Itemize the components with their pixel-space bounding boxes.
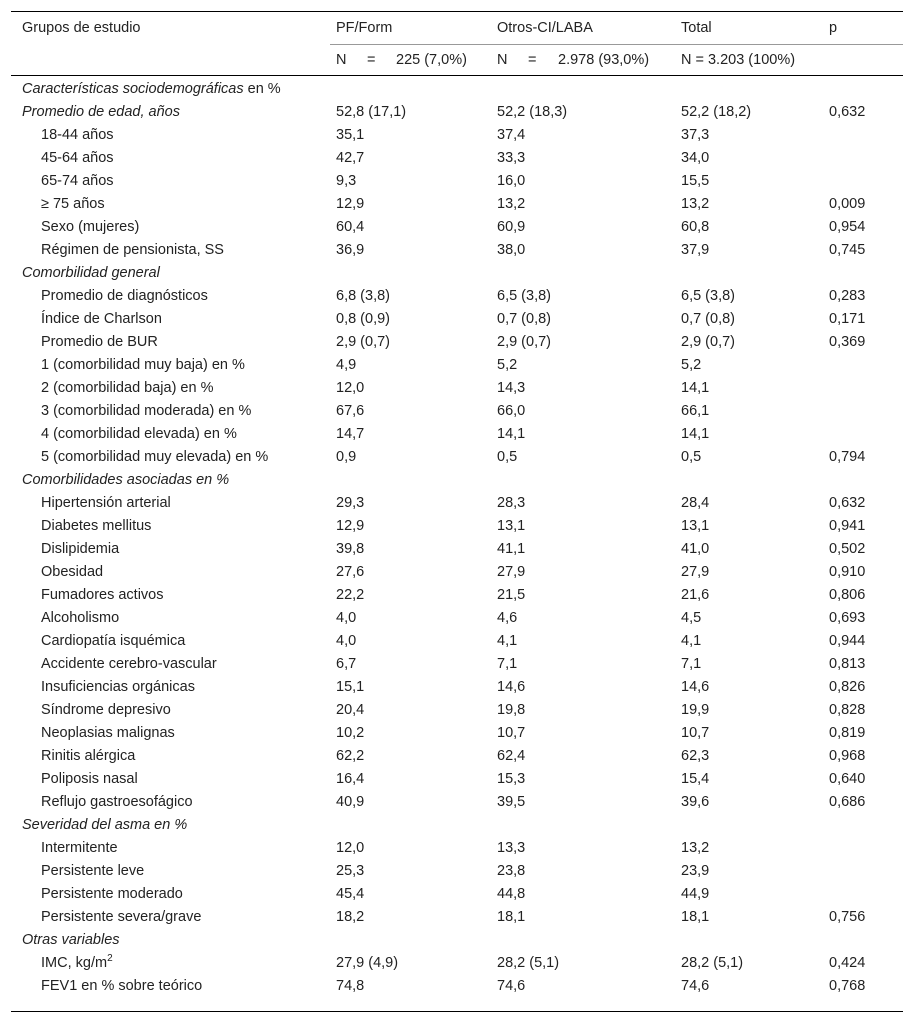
row-label: Comorbilidad general: [22, 265, 160, 281]
row-label: IMC, $kg/m^2$: [41, 953, 113, 971]
otros-value: 18,1: [497, 909, 526, 925]
total-value: 39,6: [681, 794, 710, 810]
total-value: 37,3: [681, 127, 710, 143]
table-row: [0, 400, 914, 423]
otros-value: 14,1: [497, 426, 526, 442]
table-row: [0, 170, 914, 193]
table-row: [0, 331, 914, 354]
table-row: [0, 653, 914, 676]
pf-form-value: 15,1: [336, 679, 365, 695]
p-value: 0,283: [829, 288, 866, 304]
total-value: 41,0: [681, 541, 710, 557]
table-row: [0, 147, 914, 170]
otros-value: 0,5: [497, 449, 518, 465]
otros-value: 52,2 (18,3): [497, 104, 568, 120]
pf-form-value: 9,3: [336, 173, 357, 189]
otros-value: 19,8: [497, 702, 526, 718]
table-row: [0, 952, 914, 975]
row-label: Fumadores activos: [41, 587, 164, 603]
p-value: 0,819: [829, 725, 866, 741]
section-row: [0, 101, 914, 124]
table-row: [0, 515, 914, 538]
pf-form-value: 12,9: [336, 196, 365, 212]
row-label: Reflujo gastroesofágico: [41, 794, 193, 810]
p-value: 0,632: [829, 495, 866, 511]
total-value: 2,9 (0,7): [681, 334, 735, 350]
row-label: Sexo (mujeres): [41, 219, 140, 235]
row-label: Promedio de diagnósticos: [41, 288, 208, 304]
p-value: 0,944: [829, 633, 866, 649]
table-row: [0, 285, 914, 308]
otros-value: 14,6: [497, 679, 526, 695]
p-value: 0,756: [829, 909, 866, 925]
row-label: Hipertensión arterial: [41, 495, 171, 511]
total-value: 14,6: [681, 679, 710, 695]
total-value: 13,2: [681, 196, 710, 212]
row-label: Promedio de edad, años: [22, 104, 180, 120]
table-row: [0, 630, 914, 653]
otros-value: 7,1: [497, 656, 518, 672]
header-otros-ci-laba: Otros-CI/LABA: [497, 20, 593, 36]
table-row: [0, 722, 914, 745]
row-label: Accidente cerebro-vascular: [41, 656, 217, 672]
p-value: 0,794: [829, 449, 866, 465]
row-label: FEV1 en % sobre teórico: [41, 978, 203, 994]
row-label: Alcoholismo: [41, 610, 120, 626]
row-label: Diabetes mellitus: [41, 518, 152, 534]
p-value: 0,502: [829, 541, 866, 557]
row-label: Régimen de pensionista, SS: [41, 242, 224, 258]
pf-form-value: 52,8 (17,1): [336, 104, 407, 120]
row-label: Insuficiencias orgánicas: [41, 679, 195, 695]
section-row: [0, 814, 914, 837]
pf-form-value: 6,8 (3,8): [336, 288, 390, 304]
p-value: 0,806: [829, 587, 866, 603]
pf-form-value: 60,4: [336, 219, 365, 235]
pf-form-value: 6,7: [336, 656, 357, 672]
table-row: [0, 538, 914, 561]
otros-value: 0,7 (0,8): [497, 311, 551, 327]
p-value: 0,954: [829, 219, 866, 235]
p-value: 0,813: [829, 656, 866, 672]
otros-value: 28,2 (5,1): [497, 955, 560, 971]
otros-value: 66,0: [497, 403, 526, 419]
pf-form-value: 74,8: [336, 978, 365, 994]
total-value: 6,5 (3,8): [681, 288, 735, 304]
p-value: 0,632: [829, 104, 866, 120]
total-value: 4,1: [681, 633, 702, 649]
table-row: [0, 883, 914, 906]
table-top-rule: [11, 11, 903, 12]
table-row: [0, 676, 914, 699]
pf-form-value: 18,2: [336, 909, 365, 925]
otros-value: 13,3: [497, 840, 526, 856]
total-value: 60,8: [681, 219, 710, 235]
p-value: 0,171: [829, 311, 866, 327]
p-value: 0,424: [829, 955, 866, 971]
row-label: Rinitis alérgica: [41, 748, 136, 764]
table-row: [0, 791, 914, 814]
total-value: 28,4: [681, 495, 710, 511]
total-value: 13,2: [681, 840, 710, 856]
pf-form-value: 12,9: [336, 518, 365, 534]
pf-form-value: 67,6: [336, 403, 365, 419]
pf-form-value: 20,4: [336, 702, 365, 718]
table-row: [0, 423, 914, 446]
row-label: Comorbilidades asociadas en %: [22, 472, 230, 488]
total-value: 18,1: [681, 909, 710, 925]
otros-value: 13,1: [497, 518, 526, 534]
total-value: 4,5: [681, 610, 702, 626]
total-value: 52,2 (18,2): [681, 104, 752, 120]
table-row: [0, 216, 914, 239]
table-row: [0, 975, 914, 998]
total-value: 21,6: [681, 587, 710, 603]
row-label: Dislipidemia: [41, 541, 120, 557]
row-label: Severidad del asma en %: [22, 817, 188, 833]
otros-value: 23,8: [497, 863, 526, 879]
total-value: 66,1: [681, 403, 710, 419]
row-label: 4 (comorbilidad elevada) en %: [41, 426, 237, 442]
table-row: [0, 239, 914, 262]
table-row: [0, 354, 914, 377]
otros-value: 44,8: [497, 886, 526, 902]
total-value: 0,7 (0,8): [681, 311, 735, 327]
pf-form-value: 16,4: [336, 771, 365, 787]
row-label: ≥ 75 años: [41, 196, 105, 212]
total-value: 10,7: [681, 725, 710, 741]
total-value: 27,9: [681, 564, 710, 580]
row-label: Obesidad: [41, 564, 104, 580]
otros-value: 16,0: [497, 173, 526, 189]
p-value: 0,009: [829, 196, 866, 212]
p-value: 0,968: [829, 748, 866, 764]
otros-value: 21,5: [497, 587, 526, 603]
total-value: 37,9: [681, 242, 710, 258]
table-row: [0, 699, 914, 722]
pf-form-value: 35,1: [336, 127, 365, 143]
p-value: 0,745: [829, 242, 866, 258]
otros-value: 28,3: [497, 495, 526, 511]
table-row: [0, 561, 914, 584]
table-row: [0, 584, 914, 607]
table-row: [0, 837, 914, 860]
p-value: 0,768: [829, 978, 866, 994]
row-label: Síndrome depresivo: [41, 702, 171, 718]
pf-form-value: 39,8: [336, 541, 365, 557]
row-label: Persistente moderado: [41, 886, 183, 902]
pf-form-value: 45,4: [336, 886, 365, 902]
n2-value: 2.978 (93,0%): [558, 52, 650, 68]
total-value: 62,3: [681, 748, 710, 764]
n2-label: N: [497, 52, 508, 68]
p-value: 0,686: [829, 794, 866, 810]
table-row: [0, 768, 914, 791]
table-row: [0, 906, 914, 929]
section-row: [0, 262, 914, 285]
section-label: Características sociodemográficas en %: [22, 81, 281, 97]
row-label: 1 (comorbilidad muy baja) en %: [41, 357, 245, 373]
pf-form-value: 0,8 (0,9): [336, 311, 390, 327]
table-row: [0, 308, 914, 331]
table-row: [0, 377, 914, 400]
total-value: 23,9: [681, 863, 710, 879]
otros-value: 37,4: [497, 127, 526, 143]
row-label: Persistente severa/grave: [41, 909, 202, 925]
otros-value: 4,1: [497, 633, 518, 649]
row-label: Intermitente: [41, 840, 118, 856]
pf-form-value: 27,9 (4,9): [336, 955, 399, 971]
row-label: Índice de Charlson: [41, 311, 162, 327]
p-value: 0,369: [829, 334, 866, 350]
n1-eq: =: [367, 52, 376, 68]
row-label: 45-64 años: [41, 150, 114, 166]
otros-value: 39,5: [497, 794, 526, 810]
total-value: 7,1: [681, 656, 702, 672]
pf-form-value: 29,3: [336, 495, 365, 511]
pf-form-value: 4,0: [336, 633, 357, 649]
pf-form-value: 12,0: [336, 380, 365, 396]
table-row: [0, 492, 914, 515]
total-value: 74,6: [681, 978, 710, 994]
p-value: 0,693: [829, 610, 866, 626]
row-label: Persistente leve: [41, 863, 145, 879]
pf-form-value: 22,2: [336, 587, 365, 603]
header-total: Total: [681, 20, 712, 36]
row-label: 18-44 años: [41, 127, 114, 143]
pf-form-value: 42,7: [336, 150, 365, 166]
row-label: 2 (comorbilidad baja) en %: [41, 380, 214, 396]
pf-form-value: 25,3: [336, 863, 365, 879]
header-p: p: [829, 20, 838, 36]
pf-form-value: 2,9 (0,7): [336, 334, 390, 350]
row-label: Neoplasias malignas: [41, 725, 175, 741]
otros-value: 38,0: [497, 242, 526, 258]
pf-form-value: 10,2: [336, 725, 365, 741]
total-value: 15,4: [681, 771, 710, 787]
otros-value: 62,4: [497, 748, 526, 764]
n1-value: 225 (7,0%): [396, 52, 467, 68]
pf-form-value: 62,2: [336, 748, 365, 764]
otros-value: 27,9: [497, 564, 526, 580]
n3-value: N = 3.203 (100%): [681, 52, 796, 68]
otros-value: 2,9 (0,7): [497, 334, 551, 350]
header-sub-rule: [330, 44, 903, 45]
pf-form-value: 4,9: [336, 357, 357, 373]
otros-value: 10,7: [497, 725, 526, 741]
total-value: 15,5: [681, 173, 710, 189]
table-row: [0, 607, 914, 630]
pf-form-value: 14,7: [336, 426, 365, 442]
total-value: 44,9: [681, 886, 710, 902]
row-label: Poliposis nasal: [41, 771, 138, 787]
pf-form-value: 4,0: [336, 610, 357, 626]
pf-form-value: 12,0: [336, 840, 365, 856]
total-value: 5,2: [681, 357, 702, 373]
row-label: Otras variables: [22, 932, 120, 948]
row-label: Cardiopatía isquémica: [41, 633, 186, 649]
header-study-groups: Grupos de estudio: [22, 20, 141, 36]
pf-form-value: 27,6: [336, 564, 365, 580]
total-value: 34,0: [681, 150, 710, 166]
p-value: 0,640: [829, 771, 866, 787]
otros-value: 74,6: [497, 978, 526, 994]
otros-value: 6,5 (3,8): [497, 288, 551, 304]
total-value: 14,1: [681, 426, 710, 442]
row-label: 65-74 años: [41, 173, 114, 189]
otros-value: 60,9: [497, 219, 526, 235]
table-row: [0, 446, 914, 469]
table-bottom-rule: [11, 1011, 903, 1012]
otros-value: 14,3: [497, 380, 526, 396]
pf-form-value: 36,9: [336, 242, 365, 258]
otros-value: 4,6: [497, 610, 518, 626]
table-row: [0, 124, 914, 147]
total-value: 14,1: [681, 380, 710, 396]
pf-form-value: 40,9: [336, 794, 365, 810]
table-row: [0, 745, 914, 768]
otros-value: 15,3: [497, 771, 526, 787]
pf-form-value: 0,9: [336, 449, 357, 465]
section-row: [0, 929, 914, 952]
section-sociodemographic: [0, 78, 914, 101]
header-bottom-rule: [11, 75, 903, 76]
row-label: Promedio de BUR: [41, 334, 158, 350]
total-value: 13,1: [681, 518, 710, 534]
otros-value: 13,2: [497, 196, 526, 212]
total-value: 28,2 (5,1): [681, 955, 744, 971]
section-row: [0, 469, 914, 492]
table-row: [0, 193, 914, 216]
p-value: 0,941: [829, 518, 866, 534]
row-label: 3 (comorbilidad moderada) en %: [41, 403, 252, 419]
total-value: 19,9: [681, 702, 710, 718]
p-value: 0,826: [829, 679, 866, 695]
header-pf-form: PF/Form: [336, 20, 393, 36]
otros-value: 5,2: [497, 357, 518, 373]
row-label: 5 (comorbilidad muy elevada) en %: [41, 449, 269, 465]
otros-value: 33,3: [497, 150, 526, 166]
p-value: 0,828: [829, 702, 866, 718]
n1-label: N: [336, 52, 347, 68]
total-value: 0,5: [681, 449, 702, 465]
p-value: 0,910: [829, 564, 866, 580]
table-row: [0, 860, 914, 883]
otros-value: 41,1: [497, 541, 526, 557]
n2-eq: =: [528, 52, 537, 68]
